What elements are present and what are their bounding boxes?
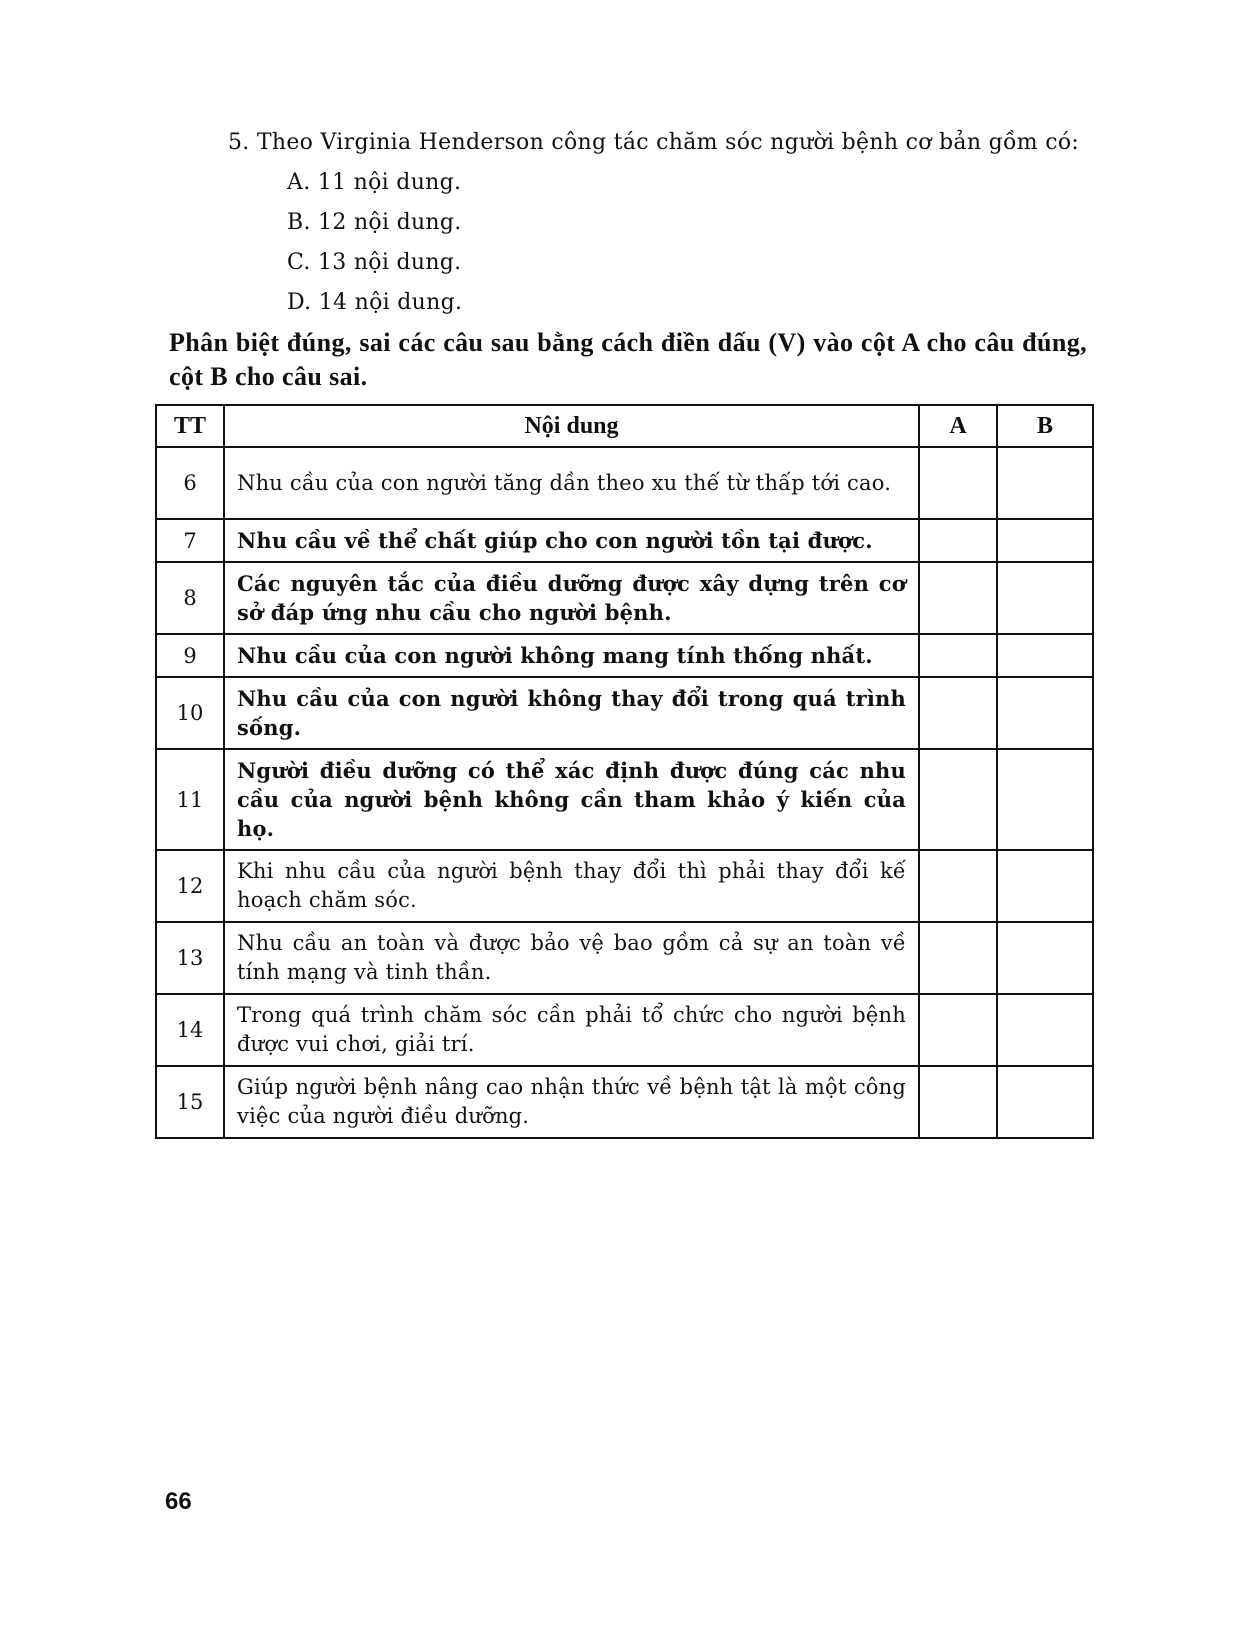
row-content: Giúp người bệnh nâng cao nhận thức về bệnh tật là một công việc của người điều dưỡng. xyxy=(224,1066,919,1138)
answer-cell-b[interactable] xyxy=(997,922,1093,994)
row-content: Nhu cầu về thể chất giúp cho con người tồn tại được. xyxy=(224,519,919,562)
table-row xyxy=(156,447,1093,519)
row-content: Nhu cầu an toàn và được bảo vệ bao gồm cả sự an toàn về tính mạng và tinh thần. xyxy=(224,922,919,994)
table-row xyxy=(156,922,1093,994)
question-text: 5. Theo Virginia Henderson công tác chăm sóc người bệnh cơ bản gồm có: xyxy=(228,130,1080,155)
answer-cell-b[interactable] xyxy=(997,850,1093,922)
row-number: 11 xyxy=(156,749,224,850)
row-number: 14 xyxy=(156,994,224,1066)
answer-cell-b[interactable] xyxy=(997,749,1093,850)
answer-cell-a[interactable] xyxy=(919,1066,997,1138)
page-number: 66 xyxy=(165,1488,192,1515)
row-number: 8 xyxy=(156,562,224,634)
row-number: 15 xyxy=(156,1066,224,1138)
answer-cell-b[interactable] xyxy=(997,447,1093,519)
row-number: 13 xyxy=(156,922,224,994)
option-a: A. 11 nội dung. xyxy=(287,170,462,195)
answer-cell-a[interactable] xyxy=(919,677,997,749)
row-content: Nhu cầu của con người không mang tính thống nhất. xyxy=(224,634,919,677)
option-b: B. 12 nội dung. xyxy=(287,210,462,235)
table-row xyxy=(156,749,1093,850)
true-false-table xyxy=(155,404,1094,1139)
row-content: Trong quá trình chăm sóc cần phải tổ chức cho người bệnh được vui chơi, giải trí. xyxy=(224,994,919,1066)
answer-cell-b[interactable] xyxy=(997,994,1093,1066)
answer-cell-b[interactable] xyxy=(997,562,1093,634)
row-content: Nhu cầu của con người tăng dần theo xu thế từ thấp tới cao. xyxy=(224,447,919,519)
instruction-text: Phân biệt đúng, sai các câu sau bằng cách điền dấu (V) vào cột A cho câu đúng, cột B cho câu sai. xyxy=(169,328,1087,391)
header-a: A xyxy=(919,405,997,447)
answer-cell-b[interactable] xyxy=(997,677,1093,749)
header-tt: TT xyxy=(156,405,224,447)
answer-cell-b[interactable] xyxy=(997,519,1093,562)
table-row xyxy=(156,994,1093,1066)
table-header-row xyxy=(156,405,1093,447)
answer-cell-a[interactable] xyxy=(919,519,997,562)
row-number: 7 xyxy=(156,519,224,562)
table-row xyxy=(156,1066,1093,1138)
answer-cell-a[interactable] xyxy=(919,749,997,850)
row-number: 9 xyxy=(156,634,224,677)
answer-cell-b[interactable] xyxy=(997,1066,1093,1138)
answer-cell-a[interactable] xyxy=(919,562,997,634)
answer-cell-a[interactable] xyxy=(919,922,997,994)
row-number: 10 xyxy=(156,677,224,749)
answer-cell-a[interactable] xyxy=(919,850,997,922)
answer-cell-a[interactable] xyxy=(919,634,997,677)
option-c: C. 13 nội dung. xyxy=(287,250,462,275)
option-d: D. 14 nội dung. xyxy=(287,290,463,315)
header-b: B xyxy=(997,405,1093,447)
row-number: 6 xyxy=(156,447,224,519)
table-row xyxy=(156,850,1093,922)
table-row xyxy=(156,519,1093,562)
row-content: Các nguyên tắc của điều dưỡng được xây dựng trên cơ sở đáp ứng nhu cầu cho người bệnh. xyxy=(224,562,919,634)
table-row xyxy=(156,634,1093,677)
row-content: Người điều dưỡng có thể xác định được đúng các nhu cầu của người bệnh không cần tham khảo ý kiến của họ. xyxy=(224,749,919,850)
row-content: Khi nhu cầu của người bệnh thay đổi thì phải thay đổi kế hoạch chăm sóc. xyxy=(224,850,919,922)
row-number: 12 xyxy=(156,850,224,922)
answer-cell-a[interactable] xyxy=(919,447,997,519)
answer-cell-b[interactable] xyxy=(997,634,1093,677)
row-content: Nhu cầu của con người không thay đổi trong quá trình sống. xyxy=(224,677,919,749)
table-row xyxy=(156,677,1093,749)
answer-cell-a[interactable] xyxy=(919,994,997,1066)
header-content: Nội dung xyxy=(224,405,919,447)
table-row xyxy=(156,562,1093,634)
